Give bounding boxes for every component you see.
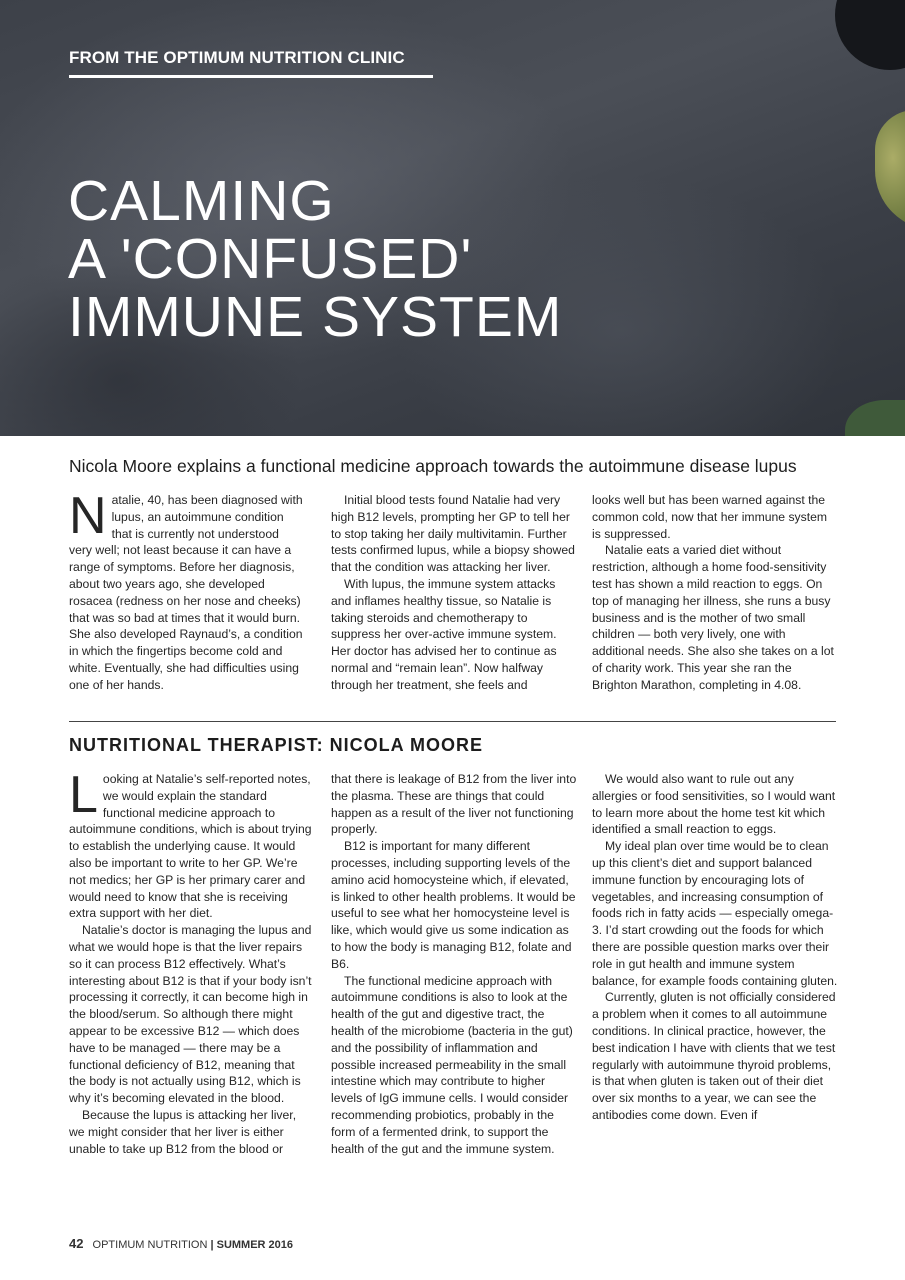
intro-paragraph: With lupus, the immune system attacks and inflames healthy tissue, so Natalie is taking steroids and chemotherapy to suppress her over-active immune system. Her doctor has advised her to continue as normal and “remain lean”. Now halfway through her treatment, she feels and — [331, 576, 557, 692]
article-headline — [68, 169, 563, 349]
intro-paragraph: Natalie eats a varied diet without restriction, although a home food-sensitivity test has shown a mild reaction to eggs. On top of managing her illness, she runs a busy business and is the mother of two small children — both very lively, one with additional needs. She also she takes on a lot of charity work. This year she ran the Brighton Marathon, completing in 4.08. — [592, 543, 834, 692]
section-kicker: FROM THE OPTIMUM NUTRITION CLINIC — [69, 48, 405, 67]
section-column-2 — [331, 771, 577, 1157]
section-paragraph: B12 is important for many different processes, including supporting levels of the amino acid homocysteine which, if elevated, is linked to other health problems. It would be useful to see what her homocysteine level is like, which would give us some indication as to how the body is managing B12, folate and B6. — [331, 839, 576, 971]
section-column-1 — [69, 766, 312, 1157]
headline-line-1: CALMING — [68, 169, 335, 233]
section-paragraph: We would also want to rule out any allergies or food sensitivities, so I would want to learn more about the home test kit which identified a small reaction to eggs. — [592, 772, 836, 837]
section-paragraph: Natalie’s doctor is managing the lupus and what we would hope is that the liver repairs so it can process B12 effectively. What’s interesting about B12 is that if your body isn’t processing it correctly, it can become high in the blood/serum. So although there might appear to be excessive B12 — which does have to be managed — there may be a functional deficiency of B12, meaning that the body is not actually using B12, which is why it’s becoming elevated in the blood. — [69, 923, 312, 1106]
green-garnish-shape — [845, 400, 905, 436]
standfirst: Nicola Moore explains a functional medicine approach towards the autoimmune disease lupus — [69, 456, 797, 476]
intro-dropcap: N — [69, 487, 107, 545]
section-paragraph: Currently, gluten is not officially considered a problem when it comes to all autoimmune conditions. In clinical practice, however, the best indication I have with clients that we test regularly with autoimmune thyroid problems, is that when gluten is taken out of their diet over six months to a year, we can see the antibodies come down. Even if — [592, 990, 836, 1122]
intro-column-1 — [69, 487, 303, 694]
headline-line-3: IMMUNE SYSTEM — [68, 285, 563, 349]
page-number: 42 — [69, 1236, 84, 1251]
intro-paragraph: Initial blood tests found Natalie had very high B12 levels, prompting her GP to tell her to stop taking her daily multivitamin. Further tests confirmed lupus, while a biopsy showed that the condition was attacking her liver. — [331, 493, 575, 575]
leaf-shape — [875, 110, 905, 230]
intro-paragraph: looks well but has been warned against the common cold, now that her immune system is suppressed. — [592, 493, 828, 541]
section-paragraph: Looking at Natalie’s self-reported notes, we would explain the standard functional medicine approach to autoimmune conditions, which is about trying to establish the underlying cause. It would also be important to write to her GP. We’re not medics; her GP is her primary carer and would need to know that she is receiving extra support with her diet. — [69, 766, 312, 921]
section-column-3 — [592, 771, 838, 1124]
section-title: NUTRITIONAL THERAPIST: NICOLA MOORE — [69, 735, 483, 755]
kicker-underline — [69, 75, 433, 78]
dark-bowl-shape — [835, 0, 905, 70]
section-paragraph: Because the lupus is attacking her liver, we might consider that her liver is either unable to take up B12 from the blood or — [69, 1107, 297, 1156]
intro-column-2 — [331, 492, 575, 694]
intro-paragraph: Natalie, 40, has been diagnosed with lupus, an autoimmune condition that is currently not understood very well; not least because it can have a range of symptoms. Before her diagnosis, about two years ago, she developed rosacea (redness on her nose and cheeks) that was so bad at times that it would burn. She also developed Raynaud’s, a condition in which the fingertips become cold and white. Eventually, she had difficulties using one of her hands. — [69, 487, 303, 692]
headline-line-2: A 'CONFUSED' — [68, 227, 473, 291]
section-paragraph: My ideal plan over time would be to clean up this client’s diet and support balanced immune function by encouraging lots of vegetables, and increasing consumption of foods rich in fatty acids — especially omega-3. I’d start crowding out the foods for which there are possible question marks over their role in gut health and immune system balance, for example foods containing gluten. — [592, 839, 838, 988]
section-dropcap: L — [69, 766, 98, 824]
intro-column-3 — [592, 492, 838, 694]
hero-image — [0, 0, 905, 436]
section-paragraph: The functional medicine approach with autoimmune conditions is also to look at the health of the gut and digestive tract, the health of the microbiome (bacteria in the gut) and the possibility of inflammation and possible increased permeability in the small intestine which may contribute to higher levels of IgG immune cells. I would consider recommending probiotics, probably in the form of a fermented drink, to support the health of the gut and the immune system. — [331, 973, 573, 1156]
magazine-name: OPTIMUM NUTRITION — [92, 1239, 208, 1251]
section-paragraph: that there is leakage of B12 from the liver into the plasma. These are things that could happen as a result of the liver not functioning properly. — [331, 772, 577, 837]
section-divider — [69, 721, 836, 722]
page-footer — [69, 1236, 293, 1251]
issue-label: | SUMMER 2016 — [210, 1239, 294, 1251]
